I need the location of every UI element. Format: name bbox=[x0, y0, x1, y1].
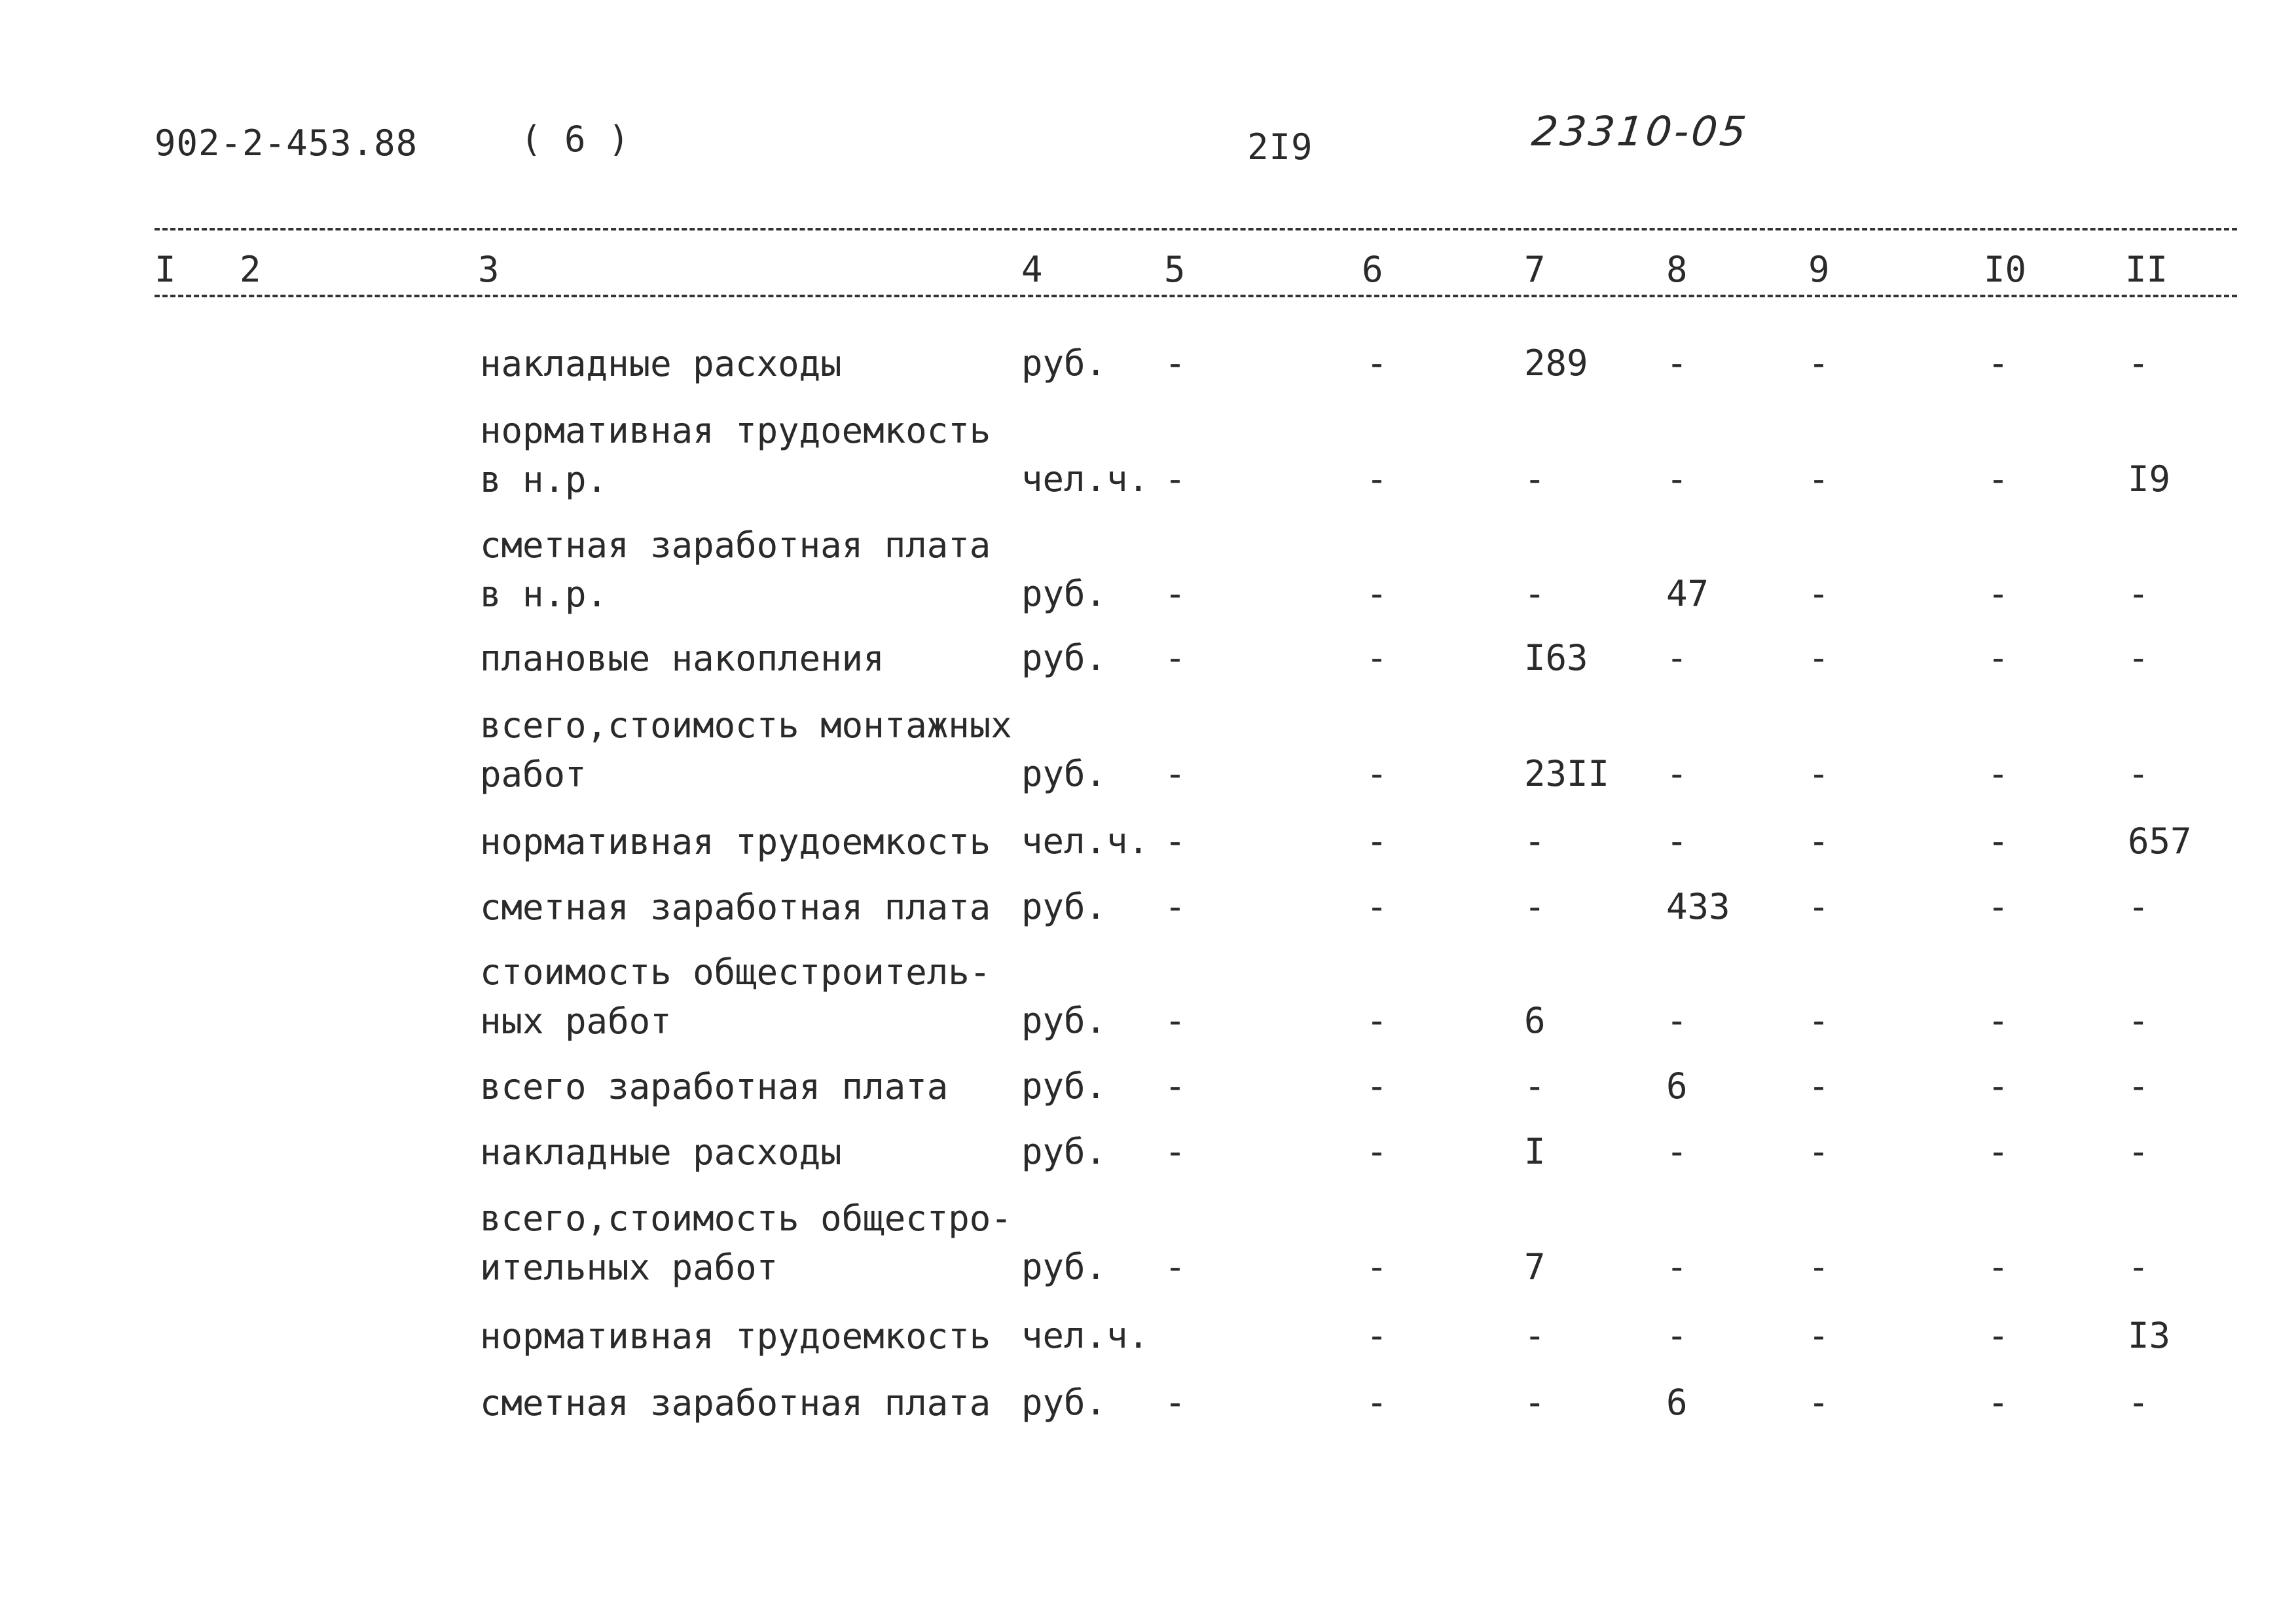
value-cell-c11: I9 bbox=[2128, 458, 2171, 500]
value-cell-c9: - bbox=[1808, 1065, 1830, 1107]
unit-cell: руб. bbox=[1021, 342, 1107, 384]
value-cell-c11: I3 bbox=[2128, 1315, 2171, 1356]
value-cell-c6: - bbox=[1366, 1382, 1388, 1423]
value-cell-c9: - bbox=[1808, 637, 1830, 678]
value-cell-c9: - bbox=[1808, 753, 1830, 794]
value-cell-c7: 6 bbox=[1524, 1000, 1546, 1041]
row-label: работ bbox=[480, 754, 587, 795]
value-cell-c8: 6 bbox=[1666, 1065, 1688, 1107]
value-cell-c10: - bbox=[1987, 458, 2009, 500]
column-number-6: 6 bbox=[1362, 249, 1383, 290]
value-cell-c11: - bbox=[2128, 1131, 2149, 1172]
value-cell-c5: - bbox=[1164, 1246, 1186, 1287]
value-cell-c10: - bbox=[1987, 573, 2009, 614]
row-label: сметная заработная плата bbox=[480, 525, 991, 566]
value-cell-c8: - bbox=[1666, 458, 1688, 500]
value-cell-c8: 47 bbox=[1666, 573, 1709, 614]
value-cell-c5: - bbox=[1164, 886, 1186, 927]
value-cell-c10: - bbox=[1987, 753, 2009, 794]
value-cell-c8: - bbox=[1666, 342, 1688, 384]
row-label: ных работ bbox=[480, 1001, 672, 1042]
value-cell-c9: - bbox=[1808, 458, 1830, 500]
value-cell-c8: - bbox=[1666, 753, 1688, 794]
value-cell-c8: - bbox=[1666, 1131, 1688, 1172]
value-cell-c7: - bbox=[1524, 1065, 1546, 1107]
column-number-5: 5 bbox=[1164, 249, 1186, 290]
value-cell-c10: - bbox=[1987, 1246, 2009, 1287]
value-cell-c11: - bbox=[2128, 1246, 2149, 1287]
value-cell-c10: - bbox=[1987, 1382, 2009, 1423]
value-cell-c5: - bbox=[1164, 1131, 1186, 1172]
value-cell-c5: - bbox=[1164, 342, 1186, 384]
value-cell-c8: - bbox=[1666, 821, 1688, 862]
value-cell-c8: 6 bbox=[1666, 1382, 1688, 1423]
value-cell-c7: - bbox=[1524, 821, 1546, 862]
row-label: нормативная трудоемкость bbox=[480, 1316, 991, 1357]
value-cell-c5: - bbox=[1164, 1382, 1186, 1423]
value-cell-c10: - bbox=[1987, 342, 2009, 384]
value-cell-c11: - bbox=[2128, 637, 2149, 678]
row-label: всего,стоимость общестро- bbox=[480, 1198, 1012, 1239]
value-cell-c7: 23II bbox=[1524, 753, 1610, 794]
handwritten-number: 23310-05 bbox=[1529, 107, 1751, 155]
value-cell-c10: - bbox=[1987, 886, 2009, 927]
row-label: стоимость общестроитель- bbox=[480, 951, 991, 993]
value-cell-c11: - bbox=[2128, 1000, 2149, 1041]
value-cell-c10: - bbox=[1987, 1131, 2009, 1172]
value-cell-c6: - bbox=[1366, 1315, 1388, 1356]
column-number-4: 4 bbox=[1021, 249, 1043, 290]
value-cell-c8: - bbox=[1666, 1000, 1688, 1041]
document-code: 902-2-453.88 bbox=[155, 122, 418, 164]
value-cell-c5: - bbox=[1164, 573, 1186, 614]
row-label: в н.р. bbox=[480, 459, 608, 500]
part-number: ( 6 ) bbox=[520, 119, 630, 160]
value-cell-c9: - bbox=[1808, 573, 1830, 614]
value-cell-c11: - bbox=[2128, 573, 2149, 614]
value-cell-c9: - bbox=[1808, 1131, 1830, 1172]
column-number-7: 7 bbox=[1524, 249, 1546, 290]
value-cell-c11: 657 bbox=[2128, 821, 2192, 862]
unit-cell: чел.ч. bbox=[1021, 821, 1150, 862]
row-label: сметная заработная плата bbox=[480, 1382, 991, 1424]
value-cell-c11: - bbox=[2128, 1065, 2149, 1107]
value-cell-c7: 289 bbox=[1524, 342, 1588, 384]
value-cell-c10: - bbox=[1987, 821, 2009, 862]
unit-cell: руб. bbox=[1021, 753, 1107, 794]
column-number-10: I0 bbox=[1984, 249, 2027, 290]
value-cell-c7: - bbox=[1524, 1382, 1546, 1423]
value-cell-c6: - bbox=[1366, 821, 1388, 862]
table-header-rule bbox=[155, 295, 2237, 297]
value-cell-c6: - bbox=[1366, 342, 1388, 384]
value-cell-c8: 433 bbox=[1666, 886, 1730, 927]
table-top-rule bbox=[155, 228, 2237, 231]
value-cell-c9: - bbox=[1808, 1315, 1830, 1356]
row-label: накладные расходы bbox=[480, 1132, 842, 1173]
value-cell-c5: - bbox=[1164, 753, 1186, 794]
row-label: нормативная трудоемкость bbox=[480, 821, 991, 862]
value-cell-c9: - bbox=[1808, 1000, 1830, 1041]
row-label: накладные расходы bbox=[480, 343, 842, 384]
value-cell-c6: - bbox=[1366, 637, 1388, 678]
row-label: всего заработная плата bbox=[480, 1066, 949, 1107]
value-cell-c10: - bbox=[1987, 637, 2009, 678]
value-cell-c7: I bbox=[1524, 1131, 1546, 1172]
value-cell-c8: - bbox=[1666, 637, 1688, 678]
unit-cell: руб. bbox=[1021, 573, 1107, 614]
value-cell-c7: - bbox=[1524, 1315, 1546, 1356]
value-cell-c11: - bbox=[2128, 753, 2149, 794]
unit-cell: чел.ч. bbox=[1021, 458, 1150, 500]
value-cell-c9: - bbox=[1808, 1382, 1830, 1423]
value-cell-c7: - bbox=[1524, 573, 1546, 614]
row-label: ительных работ bbox=[480, 1247, 778, 1288]
value-cell-c9: - bbox=[1808, 821, 1830, 862]
unit-cell: руб. bbox=[1021, 1131, 1107, 1172]
unit-cell: руб. bbox=[1021, 1000, 1107, 1041]
column-number-2: 2 bbox=[240, 249, 261, 290]
value-cell-c11: - bbox=[2128, 1382, 2149, 1423]
value-cell-c5: - bbox=[1164, 637, 1186, 678]
value-cell-c8: - bbox=[1666, 1246, 1688, 1287]
unit-cell: чел.ч. bbox=[1021, 1315, 1150, 1356]
unit-cell: руб. bbox=[1021, 637, 1107, 678]
column-number-3: 3 bbox=[478, 249, 500, 290]
value-cell-c6: - bbox=[1366, 886, 1388, 927]
value-cell-c6: - bbox=[1366, 573, 1388, 614]
column-number-11: II bbox=[2125, 249, 2168, 290]
row-label: в н.р. bbox=[480, 574, 608, 615]
value-cell-c5: - bbox=[1164, 1000, 1186, 1041]
value-cell-c10: - bbox=[1987, 1000, 2009, 1041]
value-cell-c6: - bbox=[1366, 1131, 1388, 1172]
row-label: плановые накопления bbox=[480, 638, 884, 679]
page-number: 2I9 bbox=[1247, 126, 1313, 168]
unit-cell: руб. bbox=[1021, 1246, 1107, 1287]
value-cell-c6: - bbox=[1366, 753, 1388, 794]
value-cell-c9: - bbox=[1808, 1246, 1830, 1287]
unit-cell: руб. bbox=[1021, 1382, 1107, 1423]
value-cell-c11: - bbox=[2128, 886, 2149, 927]
unit-cell: руб. bbox=[1021, 1065, 1107, 1107]
value-cell-c5: - bbox=[1164, 1065, 1186, 1107]
value-cell-c5: - bbox=[1164, 458, 1186, 500]
row-label: нормативная трудоемкость bbox=[480, 410, 991, 451]
value-cell-c7: - bbox=[1524, 458, 1546, 500]
value-cell-c7: - bbox=[1524, 886, 1546, 927]
value-cell-c10: - bbox=[1987, 1315, 2009, 1356]
value-cell-c8: - bbox=[1666, 1315, 1688, 1356]
row-label: всего,стоимость монтажных bbox=[480, 705, 1012, 746]
value-cell-c9: - bbox=[1808, 342, 1830, 384]
value-cell-c6: - bbox=[1366, 458, 1388, 500]
value-cell-c6: - bbox=[1366, 1000, 1388, 1041]
value-cell-c7: I63 bbox=[1524, 637, 1588, 678]
column-number-1: I bbox=[155, 249, 176, 290]
unit-cell: руб. bbox=[1021, 886, 1107, 927]
value-cell-c6: - bbox=[1366, 1065, 1388, 1107]
value-cell-c10: - bbox=[1987, 1065, 2009, 1107]
value-cell-c6: - bbox=[1366, 1246, 1388, 1287]
value-cell-c5: - bbox=[1164, 821, 1186, 862]
column-number-9: 9 bbox=[1808, 249, 1830, 290]
value-cell-c7: 7 bbox=[1524, 1246, 1546, 1287]
value-cell-c11: - bbox=[2128, 342, 2149, 384]
column-number-8: 8 bbox=[1666, 249, 1688, 290]
value-cell-c9: - bbox=[1808, 886, 1830, 927]
row-label: сметная заработная плата bbox=[480, 887, 991, 928]
